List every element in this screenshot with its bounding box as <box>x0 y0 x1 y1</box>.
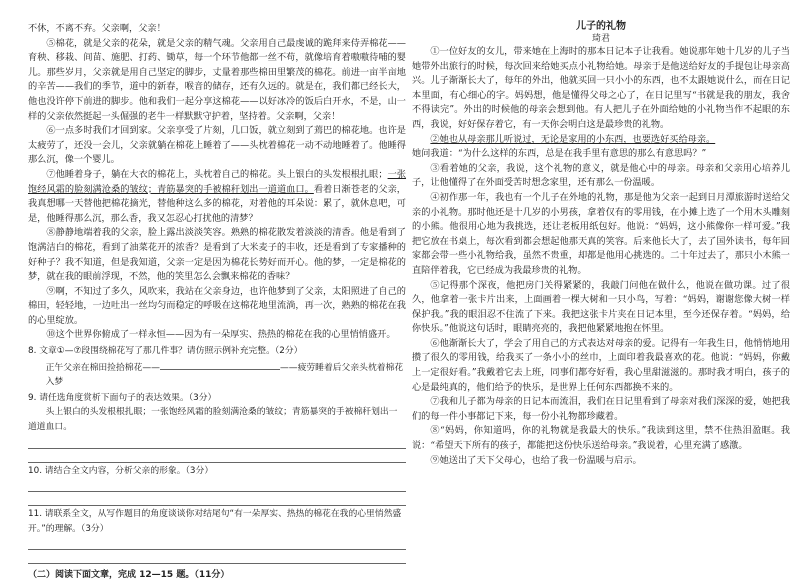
question-8: 8. 文章①—⑦段围绕棉花写了那几件事？请仿照示例补充完整。（2分） <box>28 346 303 357</box>
question-8-example-b: ——疲劳睡着后父亲头枕着棉花入梦 <box>45 362 404 388</box>
paragraph-0: 不休，不离不弃。父亲啊，父亲！ <box>28 23 166 34</box>
paragraph-7-start: ⑦他睡着身子，躺在大衣的棉花上，头枕着自己的棉花。头上银白的头发根根扎眼； <box>46 168 388 180</box>
paragraph-7-end: 看着日渐苍老的父亲，我真想哪一天替他把棉花摘光，替他种这么多的棉花，对着他的耳朵说：累了，就休息吧，可是，他睡得那么沉，那么香，我又怎忍心打扰他的清梦？ <box>28 183 406 224</box>
paragraph-10: ⑩这个世界你俯成了一样永恒——因为有一朵厚实、热热的棉花在我的心里悄悄盛开。 <box>46 329 396 341</box>
answer-line[interactable] <box>28 493 406 506</box>
article-author: 琦君 <box>591 34 610 44</box>
paragraph-8-quote: ⑧“妈妈，你知道吗，你的礼物就是我最大的快乐。” <box>430 425 647 437</box>
paragraph-7 <box>28 168 406 226</box>
paragraph-8: ⑧静静地端着我的父亲，脸上露出淡淡笑容。熟熟的棉花散发着淡淡的清香。他是看到了饱满洁白的棉花，看到了油菜花开的浓香？是看到了大米麦子的丰收，还是看到了专家播种的好种子？我不知道，但是我知道，父亲一定是因为棉花长势好而开心。他的梦，一定是棉花的梦，就在我的眼前浮现，不然，他的笑里怎么会飘来棉花的香味？ <box>28 227 406 283</box>
question-9-sentence: 头上银白的头发根根扎眼；一张饱经风霜的脸刻满沧桑的皱纹；青筋暴突的手被棉秆划出一道道血口。 <box>28 407 398 433</box>
paragraph-2: ②她也从母亲那儿听说过，无论是家用的小东西，也要选好买给母亲。 <box>430 133 716 145</box>
paragraph-9: ⑨她送出了天下父母心，也给了我一份温暖与启示。 <box>430 454 642 466</box>
paragraph-5: ⑤棉花，就是父亲的花朵，就是父亲的精气魂。父亲用自己最虔诚的跪拜来侍弄棉花——育秧、移栽、间苗、施肥、打药、锄草，每一个环节他都一丝不苟，就像培育着嗷嗷待哺的婴儿。那些岁月，父亲就是用自己坚定的脚步，丈量着那些棉田里繁茂的棉花。前进一亩半亩地的辛苦——我们的季节，道中的新春，喉音的储存，还有久远的。就是在，我们都已经长大，他也没许停下前进的脚步。他和我们一起分享这棉花——以好冰冷的饭后白开水，不是，山一样的父亲依然挺起一头倔强的老牛一样默默守护着，坚持着。父亲啊，父亲！ <box>28 37 406 122</box>
paragraph-6: ⑥他渐渐长大了，学会了用自己的方式表达对母亲的爱。记得有一年我生日，他悄悄地用攒了很久的零用钱，给我买了一条小小的丝巾，上面印着我最喜欢的花。他说：“妈妈，你戴上一定很好看。”我戴着它去上班，同事们都夸好看，我心里甜滋滋的。那时我才明白，孩子的心是最纯真的，他们给予的快乐，是世界上任何东西都换不来的。 <box>412 337 790 393</box>
question-8-example <box>28 359 406 390</box>
question-11: 11. 请联系全文，从写作题目的角度谈谈你对结尾句“有一朵厚实、热热的棉花在我的心里悄然盛开。”的理解。（3分） <box>28 509 402 534</box>
left-column <box>28 22 406 583</box>
answer-line[interactable] <box>28 479 406 492</box>
article-title: 儿子的礼物 <box>576 21 626 32</box>
answer-line[interactable] <box>28 537 406 550</box>
question-8-example-a: 正午父亲在棉田捡拾棉花—— <box>45 362 160 373</box>
section-2-heading: （二）阅读下面文章，完成 12—15 题。（11分） <box>28 570 230 581</box>
question-8-blank[interactable] <box>160 359 280 370</box>
paragraph-5: ⑤记得那个深夜，他把房门关得紧紧的，我敲门问他在做什么，他说在做功课。过了很久，他拿着一张卡片出来，上面画着一棵大树和一只小鸟，写着：“妈妈，谢谢您像大树一样保护我。”我的眼泪忍不住流了下来。我把这张卡片夹在日记本里，至今还保存着。“妈妈，给你快乐。”他说这句话时，眼睛亮亮的，我把他紧紧地抱在怀里。 <box>412 279 790 335</box>
paragraph-3: ③看着她的父亲，我说，这个礼物的意义，就是他心中的母亲。母亲和父亲用心培养儿子，让他懂得了在外面受苦时想念家里，还有那么一份温暖。 <box>412 162 790 189</box>
paragraph-7-underlined: 一张饱经风霜的脸刻满沧桑的皱纹；青筋暴突的手被棉秆划出一道道血口。 <box>28 168 407 195</box>
paragraph-8 <box>412 424 790 453</box>
answer-line[interactable] <box>28 551 406 564</box>
answer-line[interactable] <box>28 450 406 463</box>
answer-line[interactable] <box>28 436 406 449</box>
paragraph-7: ⑦我和儿子都为母亲的日记本而流泪，我们在日记里看到了母亲对我们深深的爱，她把我们的每一件小事都记下来，每一份小礼物都珍藏着。 <box>412 396 790 422</box>
paragraph-6: ⑥一点多时我们才回到家。父亲享受了片刻，几口饭，就立刻到了蔫巴的棉花地。也许是太疲劳了，还没一会儿，父亲就躺在棉花上睡着了——头枕着棉花一动不动地睡着了。他睡得那么沉，像一个婴儿。 <box>28 125 406 166</box>
question-10: 10. 请结合全文内容，分析父亲的形象。（3分） <box>28 465 214 476</box>
paragraph-8-rest: 我读到这里，禁不住热泪盈眶。我说：“希望天下所有的孩子，都能把这份快乐送给母亲。”我说着，心里充满了感激。 <box>412 425 790 452</box>
paragraph-4: ④初作那一年，我也有一个儿子在外地的礼物，那是他为父亲一起到日月潭旅游时送给父亲的小礼物。那时他还是十几岁的小男孩，拿着仅有的零用钱，在小摊上选了一个用木头雕刻的小熊。他很用心地为我挑选，还让老板用纸包好。他说：“妈妈，这小熊像你一样可爱。”我把它放在书桌上，每次看到都会想起他那天真的笑容。后来他长大了，去了国外读书，每年回家都会带一些小礼物给我，虽然不贵重，却都是他用心挑选的。二十年过去了，那只小木熊一直陪伴着我，它已经成为我最珍贵的礼物。 <box>412 191 790 276</box>
right-column <box>412 20 790 468</box>
paragraph-1: ①一位好友的女儿，带来她在上海时的那本日记本子让我看。她说那年她十几岁的儿子当她带外出旅行的时候，每次回来给她买点小礼物给她。母亲于是他送给好友的手提包让母亲高兴。儿子渐渐长大了，每年的外出，他就买回一只小小的东西，也不太跟她说什么，而在日记本里面，有心细心的字。妈妈想，他是懂得父母之心了，在日记里写“书就是我的朋友，我舍不得读完”。外出的时候他的母亲会想到他。有人把儿子在外面给她的小礼物当作不起眼的东西，我说，好好保存着它，有一天你会明白这是最珍贵的礼物。 <box>412 46 790 130</box>
paragraph-2-cont: 她问我道：“为什么这样的东西，总是在我手里有意思的那么有意思吗？” <box>412 148 707 160</box>
paragraph-9: ⑨啊，不知过了多久，风吹来，我站在父亲身边，也许他梦到了父亲，太阳照进了自己的棉田，轻轻地，一边吐出一丝均匀而稳定的呼吸在这棉花地里流淌，再一次，熟熟的棉花在我的心里绽放。 <box>28 285 406 326</box>
question-9: 9. 请任选角度赏析下面句子的表达效果。（3分） <box>28 392 217 403</box>
